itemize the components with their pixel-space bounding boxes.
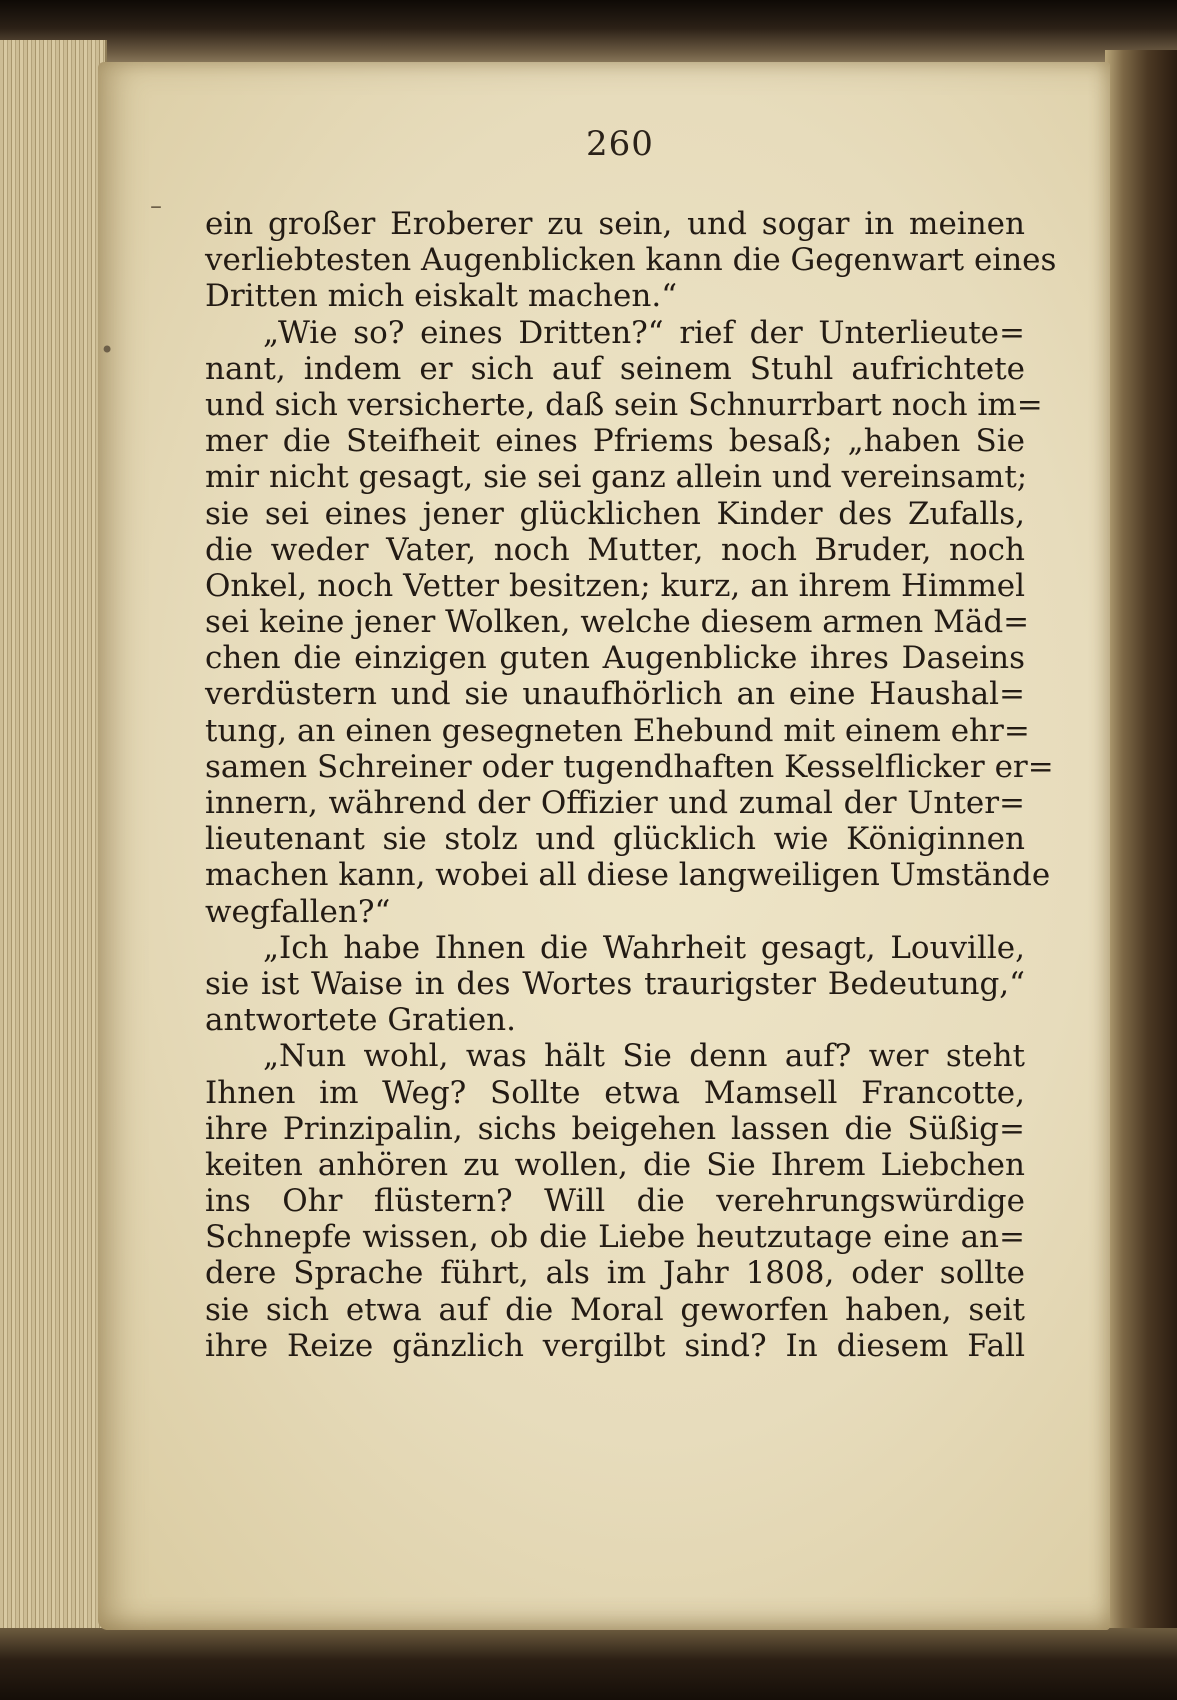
text-line: dere Sprache führt, als im Jahr 1808, oder sollte: [205, 1255, 1025, 1292]
text-line: Onkel, noch Vetter besitzen; kurz, an ihrem Himmel: [205, 567, 1025, 604]
text-line: mer die Steifheit eines Pfriems besaß; „haben Sie: [205, 423, 1025, 460]
page-body-text: [205, 206, 1057, 1364]
book-top-edge: [0, 0, 1177, 70]
text-line: sei keine jener Wolken, welche diesem armen Mäd=: [205, 604, 1030, 641]
text-line: verdüstern und sie unaufhörlich an eine Haushal=: [205, 676, 1025, 713]
text-line: nant, indem er sich auf seinem Stuhl aufrichtete: [205, 350, 1025, 387]
text-line: ihre Prinzipalin, sichs beigehen lassen die Süßig=: [205, 1110, 1025, 1147]
text-line: Ihnen im Weg? Sollte etwa Mamsell Francotte,: [205, 1074, 1025, 1111]
text-line: ins Ohr flüstern? Will die verehrungswürdige: [205, 1183, 1025, 1220]
text-line: machen kann, wobei all diese langweiligen Umstände: [205, 857, 1051, 894]
margin-dot-mark: •: [100, 336, 115, 364]
text-line: die weder Vater, noch Mutter, noch Bruder, noch: [205, 531, 1025, 568]
text-line: sie sei eines jener glücklichen Kinder des Zufalls,: [205, 495, 1025, 532]
text-line: ihre Reize gänzlich vergilbt sind? In diesem Fall: [205, 1327, 1025, 1364]
text-line: Dritten mich eiskalt machen.“: [205, 278, 678, 315]
text-line: und sich versicherte, daß sein Schnurrbart noch im=: [205, 386, 1043, 423]
text-line: tung, an einen gesegneten Ehebund mit einem ehr=: [205, 712, 1030, 749]
text-line: sie ist Waise in des Wortes traurigster Bedeutung,“: [205, 965, 1025, 1002]
book-spine: [1105, 50, 1177, 1650]
text-line: mir nicht gesagt, sie sei ganz allein und vereinsamt;: [205, 459, 1028, 496]
page-stack-edge: [0, 40, 107, 1640]
text-line: wegfallen?“: [205, 893, 391, 930]
text-line: ein großer Eroberer zu sein, und sogar in meinen: [205, 206, 1025, 242]
text-line: chen die einzigen guten Augenblicke ihres Daseins: [205, 640, 1025, 677]
text-line: „Wie so? eines Dritten?“ rief der Unterlieute=: [263, 314, 1025, 351]
text-line: sie sich etwa auf die Moral geworfen haben, seit: [205, 1291, 1025, 1328]
text-line: innern, während der Offizier und zumal der Unter=: [205, 785, 1025, 821]
text-line: keiten anhören zu wollen, die Sie Ihrem Liebchen: [205, 1146, 1025, 1183]
text-line: verliebtesten Augenblicken kann die Gegenwart eines: [205, 242, 1057, 279]
text-line: samen Schreiner oder tugendhaften Kesselflicker er=: [205, 748, 1054, 785]
book-bottom-edge: [0, 1628, 1177, 1700]
text-line: Schnepfe wissen, ob die Liebe heutzutage eine an=: [205, 1219, 1025, 1256]
text-line: „Nun wohl, was hält Sie denn auf? wer steht: [263, 1038, 1025, 1075]
text-line: „Ich habe Ihnen die Wahrheit gesagt, Louville,: [263, 929, 1025, 966]
margin-dash-mark: –: [150, 192, 162, 220]
page-number: 260: [586, 124, 654, 164]
text-line: antwortete Gratien.: [205, 1002, 516, 1039]
text-line: lieutenant sie stolz und glücklich wie Königinnen: [205, 821, 1025, 858]
